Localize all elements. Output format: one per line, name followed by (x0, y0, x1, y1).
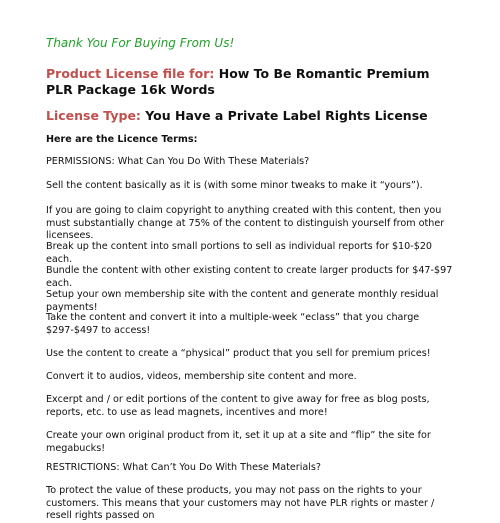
product-title: How To Be Romantic Premium PLR Package 16k Words (46, 66, 430, 97)
restrictions-text: To protect the value of these products, you may not pass on the rights to your customers. This means that your customers may not have PLR rights or master / resell rights passed on (46, 485, 435, 521)
product-license-heading (46, 66, 456, 98)
permission-item: Break up the content into small portions to sell as individual reports for $10-$20 each. (46, 241, 433, 265)
license-type-value: You Have a Private Label Rights License (145, 108, 428, 123)
permission-item: Take the content and convert it into a multiple-week “eclass” that you charge $297-$497 to access! (46, 312, 420, 336)
permission-item: Excerpt and / or edit portions of the content to give away for free as blog posts, reports, etc. to use as lead magnets, incentives and more! (46, 394, 430, 418)
permission-item: If you are going to claim copyright to anything created with this content, then you must substantially change at 75% of the content to distinguish yourself from other licensees. (46, 205, 445, 241)
top-edge-text (330, 0, 500, 2)
permission-item: Setup your own membership site with the content and generate monthly residual payments! (46, 289, 439, 313)
restrictions-heading: RESTRICTIONS: What Can’t You Do With These Materials? (46, 462, 322, 473)
permission-item: Use the content to create a “physical” product that you sell for premium prices! (46, 348, 431, 359)
license-type-heading (46, 108, 456, 124)
permission-item: Convert it to audios, videos, membership site content and more. (46, 371, 357, 382)
permission-item: Sell the content basically as it is (with some minor tweaks to make it “yours”). (46, 180, 423, 191)
product-license-label: Product License file for: (46, 66, 215, 81)
license-type-label: License Type: (46, 108, 141, 123)
permission-item: Create your own original product from it, set it up at a site and “flip” the site for megabucks! (46, 430, 431, 454)
terms-title: Here are the Licence Terms: (46, 134, 198, 145)
thank-you-line: Thank You For Buying From Us! (46, 36, 235, 50)
permissions-heading: PERMISSIONS: What Can You Do With These Materials? (46, 156, 310, 167)
permission-item: Bundle the content with other existing content to create larger products for $47-$97 each. (46, 265, 453, 289)
